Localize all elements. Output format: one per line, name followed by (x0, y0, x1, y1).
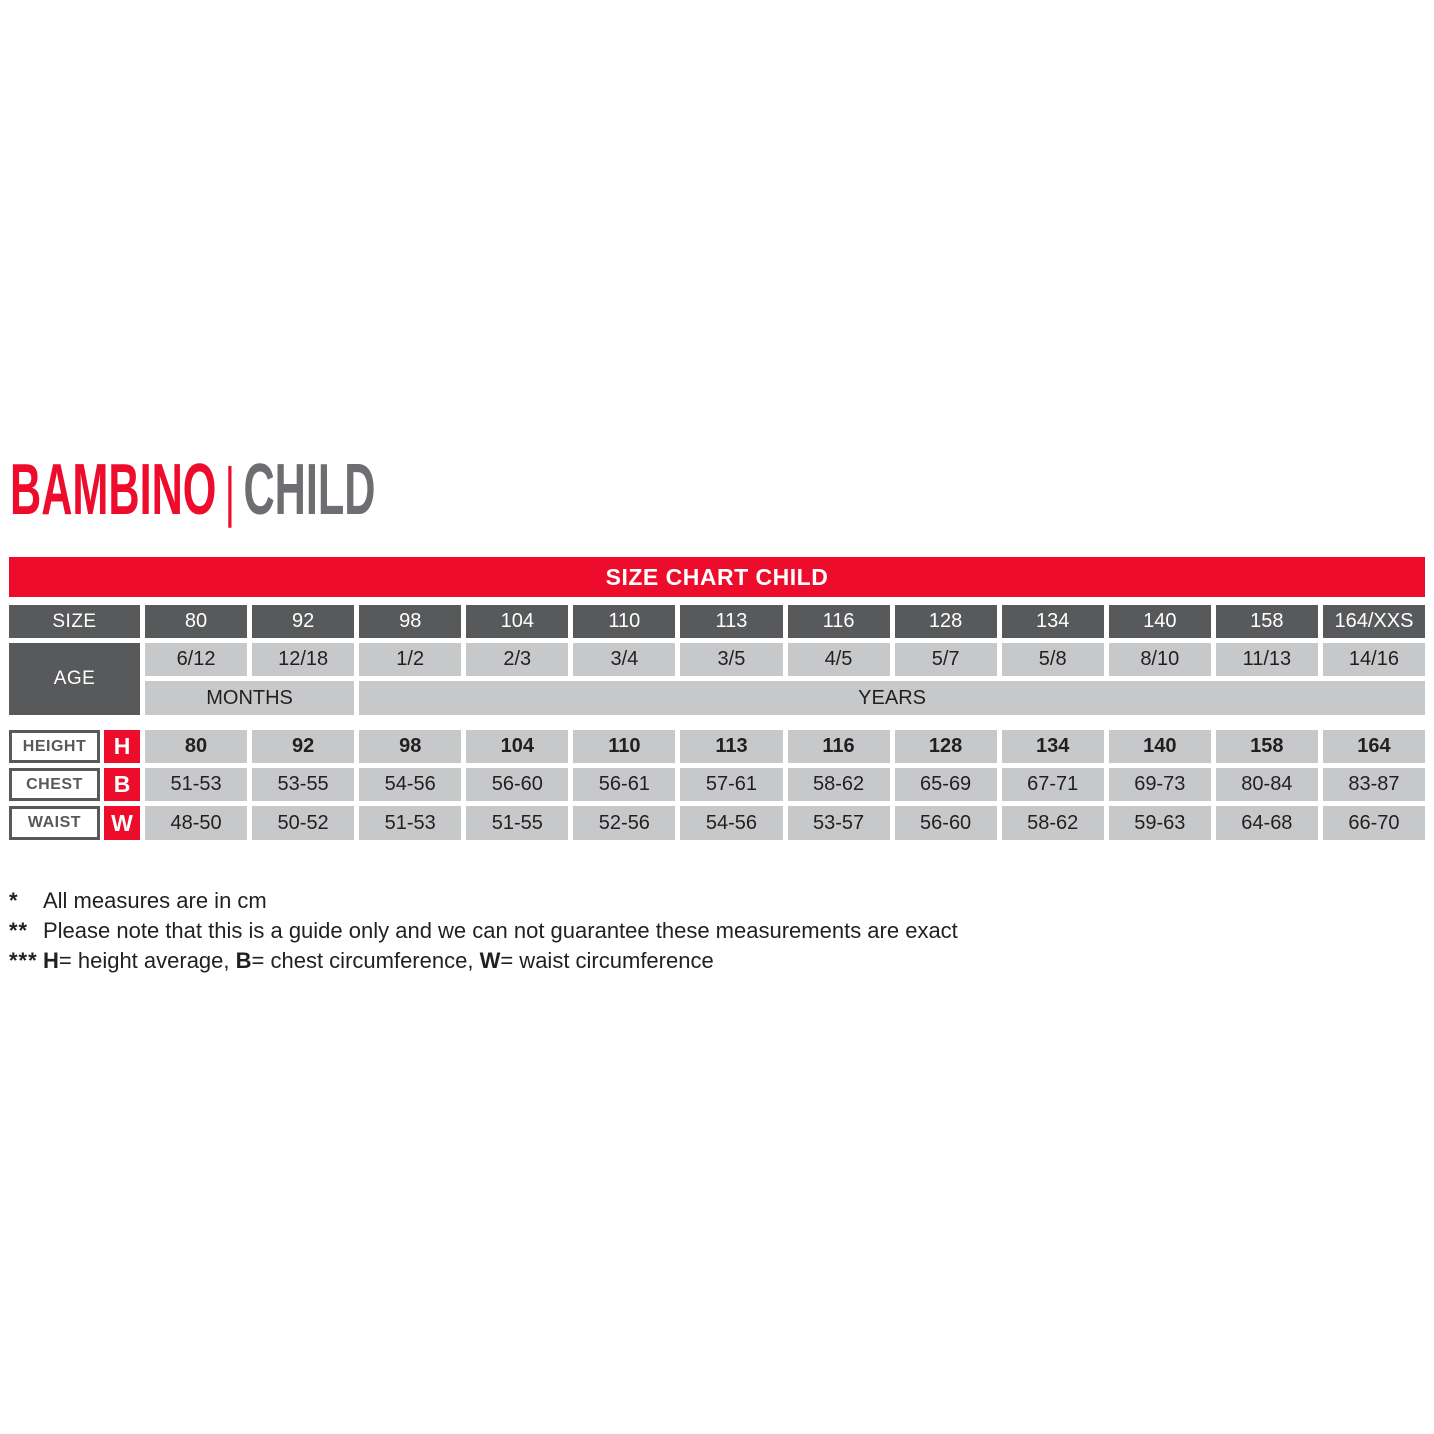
legend-h: H (43, 948, 59, 973)
size-cell: 104 (466, 605, 568, 638)
waist-row-label-group (9, 806, 140, 840)
legend-b: B (235, 948, 252, 973)
age-cell: 14/16 (1323, 643, 1425, 676)
title-secondary: CHILD (243, 450, 376, 530)
size-row (9, 605, 1425, 638)
height-row-label: HEIGHT (9, 730, 100, 763)
height-row (9, 730, 1425, 763)
height-cell: 116 (788, 730, 890, 763)
size-cell: 110 (573, 605, 675, 638)
age-cell: 11/13 (1216, 643, 1318, 676)
chest-cell: 56-60 (466, 768, 568, 801)
chest-row (9, 768, 1425, 801)
height-letter-badge: H (104, 730, 140, 763)
footnote-guide (9, 916, 1209, 946)
waist-cell: 54-56 (680, 806, 782, 840)
waist-cell: 66-70 (1323, 806, 1425, 840)
size-cell: 113 (680, 605, 782, 638)
footnote-legend (9, 946, 1209, 976)
table-header-bar (9, 557, 1425, 597)
height-cell: 158 (1216, 730, 1318, 763)
height-cell: 128 (895, 730, 997, 763)
size-cell: 80 (145, 605, 247, 638)
page-title (10, 450, 376, 530)
footnote-marker: ** (9, 918, 29, 943)
size-cell: 116 (788, 605, 890, 638)
chest-row-label: CHEST (9, 768, 100, 801)
waist-cell: 56-60 (895, 806, 997, 840)
footnote-text: All measures are in cm (43, 888, 267, 913)
chest-cell: 80-84 (1216, 768, 1318, 801)
waist-letter-badge: W (104, 806, 140, 840)
size-cell: 164/XXS (1323, 605, 1425, 638)
footnote-text (43, 946, 714, 976)
waist-cell: 51-55 (466, 806, 568, 840)
chest-letter-badge: B (104, 768, 140, 801)
height-cell: 104 (466, 730, 568, 763)
chest-cell: 51-53 (145, 768, 247, 801)
age-cell: 5/7 (895, 643, 997, 676)
height-row-label-group (9, 730, 140, 763)
chest-cell: 58-62 (788, 768, 890, 801)
age-cell: 2/3 (466, 643, 568, 676)
chest-cell: 67-71 (1002, 768, 1104, 801)
size-cell: 128 (895, 605, 997, 638)
legend-b-text: = chest circumference, (251, 948, 480, 973)
waist-cell: 64-68 (1216, 806, 1318, 840)
footnote-marker: * (9, 888, 19, 913)
height-cell: 113 (680, 730, 782, 763)
age-cell: 3/4 (573, 643, 675, 676)
height-cell: 80 (145, 730, 247, 763)
age-cell: 8/10 (1109, 643, 1211, 676)
height-cell: 140 (1109, 730, 1211, 763)
age-cell: 12/18 (252, 643, 354, 676)
waist-cell: 50-52 (252, 806, 354, 840)
age-cell: 1/2 (359, 643, 461, 676)
chest-cell: 54-56 (359, 768, 461, 801)
waist-cell: 51-53 (359, 806, 461, 840)
chest-cell: 53-55 (252, 768, 354, 801)
footnotes (9, 886, 1209, 976)
months-cell: MONTHS (145, 681, 354, 715)
size-cell: 134 (1002, 605, 1104, 638)
chest-cell: 65-69 (895, 768, 997, 801)
chest-cell: 69-73 (1109, 768, 1211, 801)
height-cell: 110 (573, 730, 675, 763)
waist-cell: 59-63 (1109, 806, 1211, 840)
size-cell: 98 (359, 605, 461, 638)
chest-cell: 83-87 (1323, 768, 1425, 801)
legend-w-text: = waist circumference (500, 948, 714, 973)
height-cell: 92 (252, 730, 354, 763)
title-separator: | (224, 454, 236, 528)
footnote-text: Please note that this is a guide only and we can not guarantee these measurements are exact (43, 918, 958, 943)
waist-row (9, 806, 1425, 840)
chest-row-label-group (9, 768, 140, 801)
height-cell: 164 (1323, 730, 1425, 763)
age-cell: 4/5 (788, 643, 890, 676)
title-primary: BAMBINO (10, 450, 217, 530)
waist-row-label: WAIST (9, 806, 100, 840)
age-cell: 3/5 (680, 643, 782, 676)
age-cell: 5/8 (1002, 643, 1104, 676)
waist-cell: 52-56 (573, 806, 675, 840)
age-row-label: AGE (9, 643, 140, 715)
table-header-title: SIZE CHART CHILD (605, 563, 829, 590)
footnote-marker: *** (9, 948, 38, 973)
legend-w: W (479, 948, 501, 973)
legend-h-text: = height average, (58, 948, 236, 973)
waist-cell: 53-57 (788, 806, 890, 840)
footnote-measures (9, 886, 1209, 916)
age-block (9, 643, 1425, 715)
height-cell: 98 (359, 730, 461, 763)
size-cell: 158 (1216, 605, 1318, 638)
size-cell: 92 (252, 605, 354, 638)
years-cell: YEARS (359, 681, 1425, 715)
chest-cell: 57-61 (680, 768, 782, 801)
waist-cell: 48-50 (145, 806, 247, 840)
height-cell: 134 (1002, 730, 1104, 763)
size-cell: 140 (1109, 605, 1211, 638)
chest-cell: 56-61 (573, 768, 675, 801)
age-cell: 6/12 (145, 643, 247, 676)
waist-cell: 58-62 (1002, 806, 1104, 840)
size-row-label: SIZE (9, 605, 140, 638)
